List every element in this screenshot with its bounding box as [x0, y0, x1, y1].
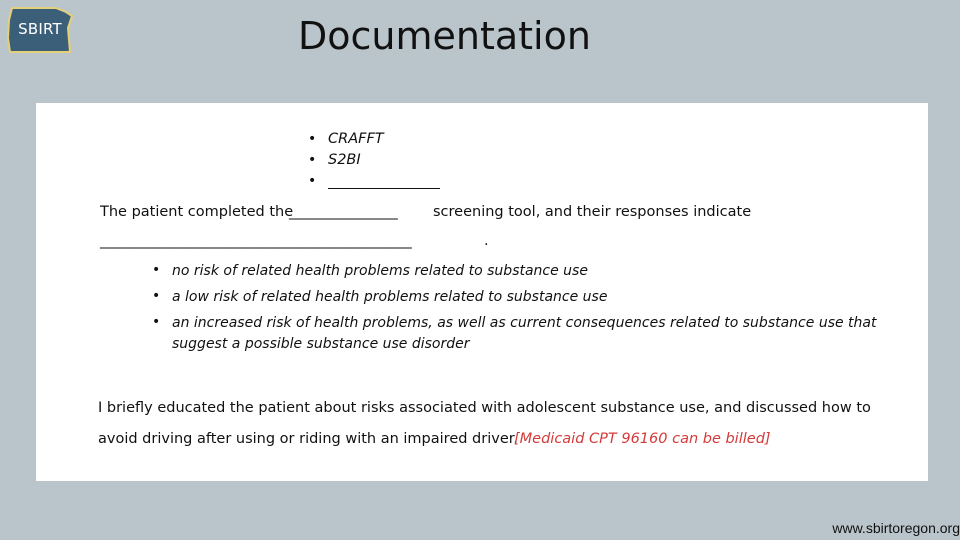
tool-blank-line: [328, 188, 440, 189]
risk-option-increased: an increased risk of health problems, as well as current consequences related to substance use that: [172, 315, 877, 331]
risk-option-none: no risk of related health problems related to substance use: [172, 263, 588, 279]
tool-option-s2bi: S2BI: [328, 152, 361, 168]
bullet-icon: •: [308, 173, 317, 189]
education-line2: avoid driving after using or riding with an impaired driver.: [98, 431, 518, 447]
billing-note: [Medicaid CPT 96160 can be billed]: [514, 431, 771, 447]
result-blank: ___________________________________________: [100, 233, 412, 249]
page-title: Documentation: [298, 14, 591, 58]
bullet-icon: •: [152, 314, 161, 330]
sentence-period: .: [484, 233, 489, 249]
bullet-icon: •: [308, 152, 317, 168]
bullet-icon: •: [308, 131, 317, 147]
document-panel: [36, 103, 928, 481]
education-line1: I briefly educated the patient about risks associated with adolescent substance use, and discussed how to: [98, 400, 871, 416]
bullet-icon: •: [152, 262, 161, 278]
sentence-part1: The patient completed the: [100, 204, 294, 220]
tool-option-crafft: CRAFFT: [328, 131, 384, 147]
footer-url[interactable]: www.sbirtoregon.org: [832, 520, 960, 536]
bullet-icon: •: [152, 288, 161, 304]
tool-blank: _______________: [289, 204, 398, 220]
risk-option-low: a low risk of related health problems related to substance use: [172, 289, 608, 305]
risk-option-increased-cont: suggest a possible substance use disorder: [172, 336, 470, 352]
sbirt-logo: [6, 6, 74, 54]
logo-text: SBIRT: [18, 20, 62, 38]
sentence-part2: screening tool, and their responses indicate: [433, 204, 752, 220]
